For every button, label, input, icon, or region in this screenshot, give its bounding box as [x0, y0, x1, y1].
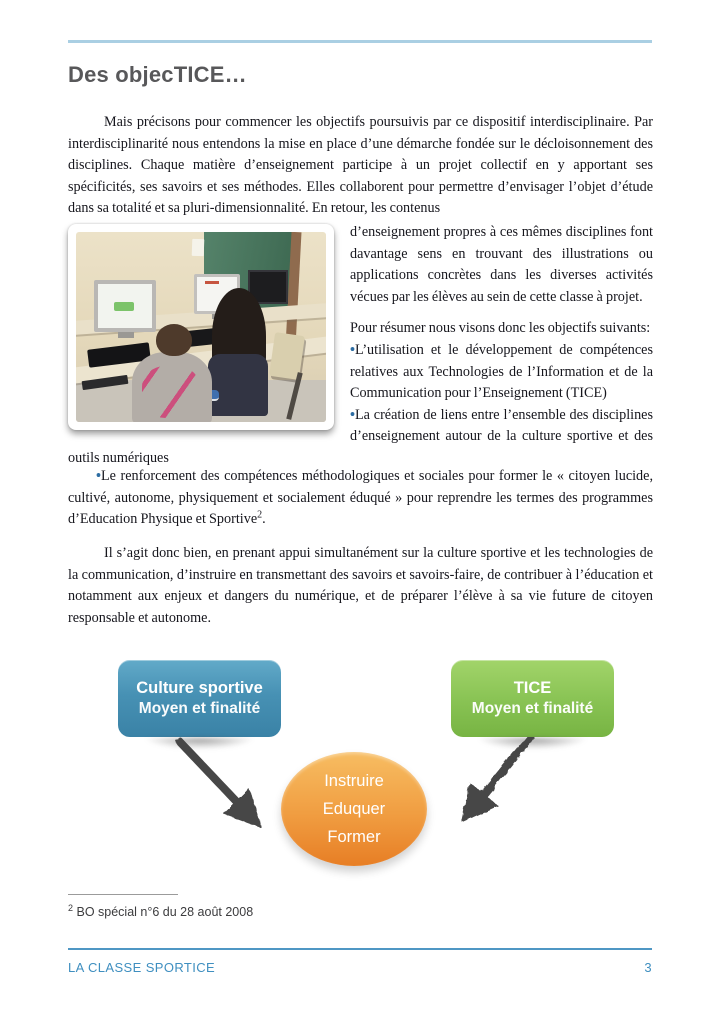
bullet-item-3-text: Le renforcement des compétences méthodologiques et sociales pour former le « citoyen lucide, cultivé, autonome, physiquement et socialement éduqué » pour reprendre les termes des programmes d’Education Physique et Sportive [68, 468, 653, 528]
classroom-photo [68, 224, 334, 430]
classroom-photo-scene [76, 232, 326, 422]
ellipse-line-1: Instruire [324, 772, 384, 790]
footnote-rule [68, 894, 178, 895]
ellipse-line-3: Former [327, 828, 381, 846]
bullet-item-2-text: La création de liens entre l’ensemble des disciplines d’enseignement autour de la culture sportive et des outils numériques [68, 406, 653, 466]
footnote-marker: 2 [68, 903, 74, 913]
student-left-hoodie-stripes [142, 366, 200, 418]
culture-sportive-box [118, 660, 281, 737]
footnote-reference: 2 [257, 509, 263, 521]
footnote-block [68, 894, 468, 919]
instruire-eduquer-former-ellipse [281, 752, 427, 866]
page-footer [68, 948, 652, 975]
monitor-left-stand [118, 332, 134, 338]
bullet-item-3-period: . [262, 511, 266, 528]
culture-sportive-box-title: Culture sportive [136, 679, 263, 697]
footnote-content: BO spécial n°6 du 28 août 2008 [76, 905, 254, 920]
tice-box [451, 660, 614, 737]
footer-page-number: 3 [644, 960, 652, 975]
bullet-item-1-text: L’utilisation et le développement de compétences relatives aux Technologies de l’Information et de la Communication pour l’Enseignement (TICE) [350, 341, 653, 402]
footer-document-title: LA CLASSE SPORTICE [68, 960, 216, 975]
wall-paper-sheet [192, 239, 205, 256]
bullet-item-3 [68, 466, 653, 531]
culture-sportive-box-subtitle: Moyen et finalité [138, 700, 261, 717]
objectives-intro: Pour résumer nous visons donc les objectifs suivants: [350, 320, 651, 337]
paragraph-conclusion: Il s’agit donc bien, en prenant appui simultanément sur la culture sportive et les technologies de la communication, d’instruire en transmettant des savoirs et savoirs-faire, de contribuer à l’éducation et notamment aux enjeux et dangers du numérique, et de préparer l’élève à sa vie future de citoyen responsable et autonome. [68, 545, 653, 626]
header-rule [68, 40, 652, 43]
bullet3-zone [68, 466, 653, 531]
footnote-text [68, 903, 468, 919]
tice-box-title: TICE [513, 679, 552, 697]
objectives-diagram [68, 652, 653, 884]
bullet-dot-icon: • [96, 468, 101, 484]
page-title: Des objecTICE… [68, 62, 247, 87]
bullet-dot-icon: • [350, 406, 355, 423]
photo-wrap-zone [68, 222, 653, 470]
student-right [208, 354, 268, 416]
paragraph-wrapped: d’enseignement propres à ces mêmes disciplines font davantage sens en trouvant des illustrations ou applications concrètes dans les diverses activités vécues par les élèves au sein de cette classe à projet. [350, 224, 653, 305]
intro-paragraph-zone [68, 112, 653, 220]
student-left-head [156, 324, 192, 356]
tice-box-subtitle: Moyen et finalité [471, 700, 594, 717]
ellipse-line-2: Eduquer [322, 800, 386, 818]
bullet-dot-icon: • [350, 341, 355, 358]
paragraph-intro: Mais précisons pour commencer les objectifs poursuivis par ce dispositif interdisciplinaire. Par interdisciplinarité nous entendons la mise en place d’une démarche fondée sur le décloisonnement des disciplines. Chaque matière d’enseignement participe à un projet collectif en y apportant ses spécificités, ses savoirs et ses méthodes. Elles collaborent pour permettre d’envisager l’objet d’étude dans sa totalité et sa pluri-dimensionnalité. En retour, les contenus [68, 114, 653, 217]
conclusion-zone [68, 543, 653, 629]
monitor-left [94, 280, 156, 332]
